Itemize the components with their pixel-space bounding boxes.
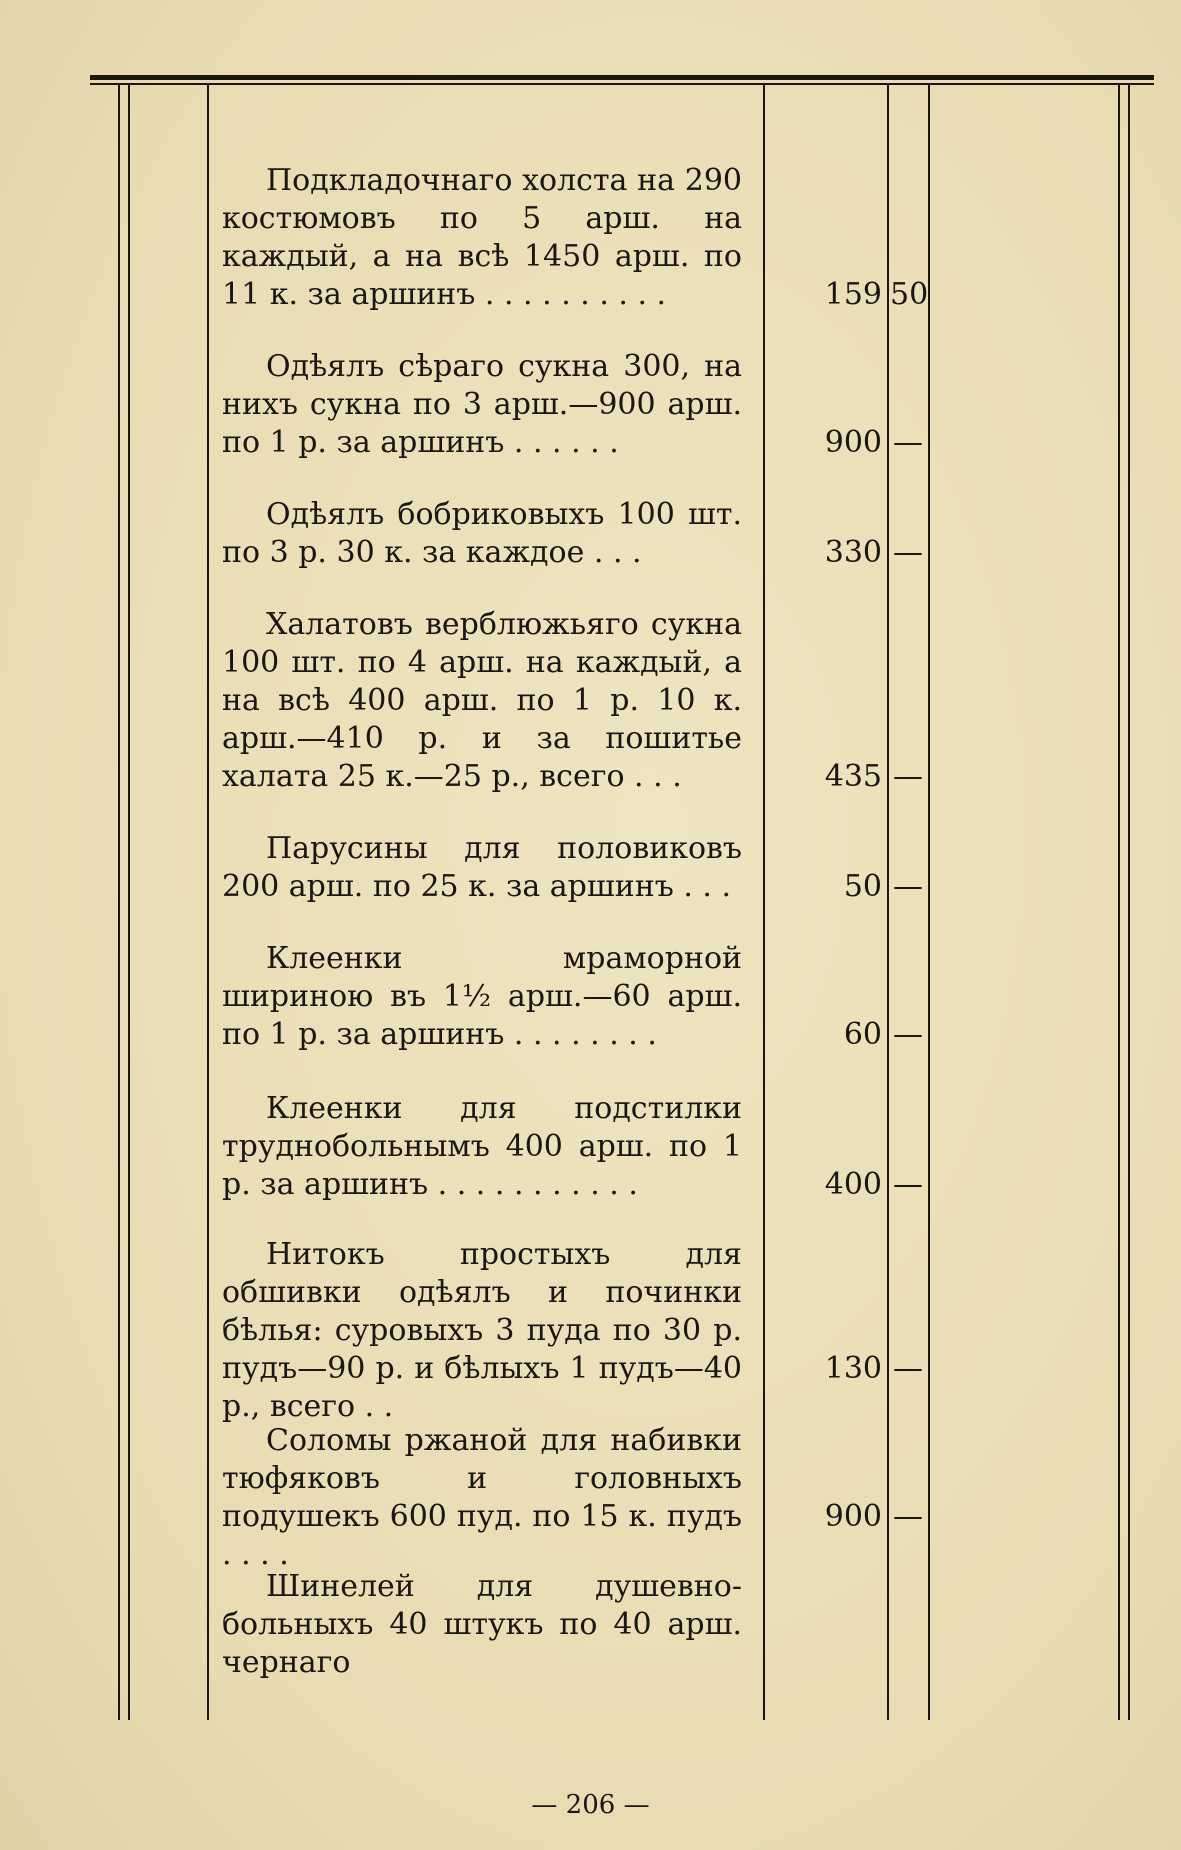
entry-8-rub: 130 [824, 1351, 882, 1386]
entry-5-kop: — [893, 869, 923, 904]
right-border-inner [1118, 85, 1120, 1720]
entry-8 [222, 1236, 742, 1426]
entry-4 [222, 606, 742, 796]
entry-2 [222, 348, 742, 462]
entry-4-kop: — [893, 759, 923, 794]
right-border-outer [1128, 85, 1130, 1720]
entry-1-rub: 159 [824, 277, 882, 312]
rouble-column-right [887, 85, 889, 1720]
entry-9-kop: — [893, 1499, 923, 1534]
left-border-inner [128, 85, 130, 1720]
entry-7-kop: — [893, 1167, 923, 1202]
top-rule [90, 75, 1154, 80]
entry-text: Шинелей для душевно-больныхъ 40 штукъ по 40 арш. чернаго [222, 1569, 742, 1680]
left-border-outer [118, 85, 120, 1720]
entry-text: Парусины для половиковъ 200 арш. по 25 к. за аршинъ . . . [222, 831, 742, 904]
entry-text: Одѣялъ сѣраго сукна 300, на нихъ сукна по 3 арш.—900 арш. по 1 р. за аршинъ . . . . . . [222, 349, 742, 460]
entry-9 [222, 1422, 742, 1574]
entry-5 [222, 830, 742, 906]
entry-3-kop: — [893, 535, 923, 570]
entry-7-rub: 400 [824, 1167, 882, 1202]
entry-3-rub: 330 [824, 535, 882, 570]
entry-text: Клеенки мраморной шириною въ 1½ арш.—60 арш. по 1 р. за аршинъ . . . . . . . . [222, 941, 742, 1052]
page-number: — 206 — [531, 1790, 650, 1820]
entry-1 [222, 162, 742, 314]
entry-4-rub: 435 [824, 759, 882, 794]
text-column-left [207, 85, 209, 1720]
entry-2-kop: — [893, 425, 923, 460]
entry-2-rub: 900 [824, 425, 882, 460]
entry-9-rub: 900 [824, 1499, 882, 1534]
entry-6-kop: — [893, 1017, 923, 1052]
entry-3 [222, 496, 742, 572]
entry-text: Клеенки для подстилки труднобольнымъ 400 арш. по 1 р. за аршинъ . . . . . . . . . . . [222, 1091, 742, 1202]
entry-6-rub: 60 [843, 1017, 882, 1052]
kopeck-column-right [928, 85, 930, 1720]
entry-text: Соломы ржаной для набивки тюфяковъ и головныхъ подушекъ 600 пуд. по 15 к. пудъ . . . . [222, 1423, 742, 1572]
entry-text: Халатовъ верблюжьяго сукна 100 шт. по 4 арш. на каждый, а на всѣ 400 арш. по 1 р. 10 к. арш.—410 р. и за пошитье халата 25 к.—25 р., всего . . . [222, 607, 742, 794]
top-rule-thin [90, 83, 1154, 85]
entry-text: Одѣялъ бобриковыхъ 100 шт. по 3 р. 30 к. за каждое . . . [222, 497, 742, 570]
entry-1-kop: 50 [890, 277, 929, 312]
entry-8-kop: — [893, 1351, 923, 1386]
entry-10 [222, 1568, 742, 1682]
entry-5-rub: 50 [843, 869, 882, 904]
entry-6 [222, 940, 742, 1054]
entry-text: Подкладочнаго холста на 290 костюмовъ по 5 арш. на каждый, а на всѣ 1450 арш. по 11 к. за аршинъ . . . . . . . . . . [222, 163, 742, 312]
entry-text: Нитокъ простыхъ для обшивки одѣялъ и починки бѣлья: суровыхъ 3 пуда по 30 р. пудъ—90 р. и бѣлыхъ 1 пудъ—40 р., всего . . [222, 1237, 742, 1424]
entry-7 [222, 1090, 742, 1204]
